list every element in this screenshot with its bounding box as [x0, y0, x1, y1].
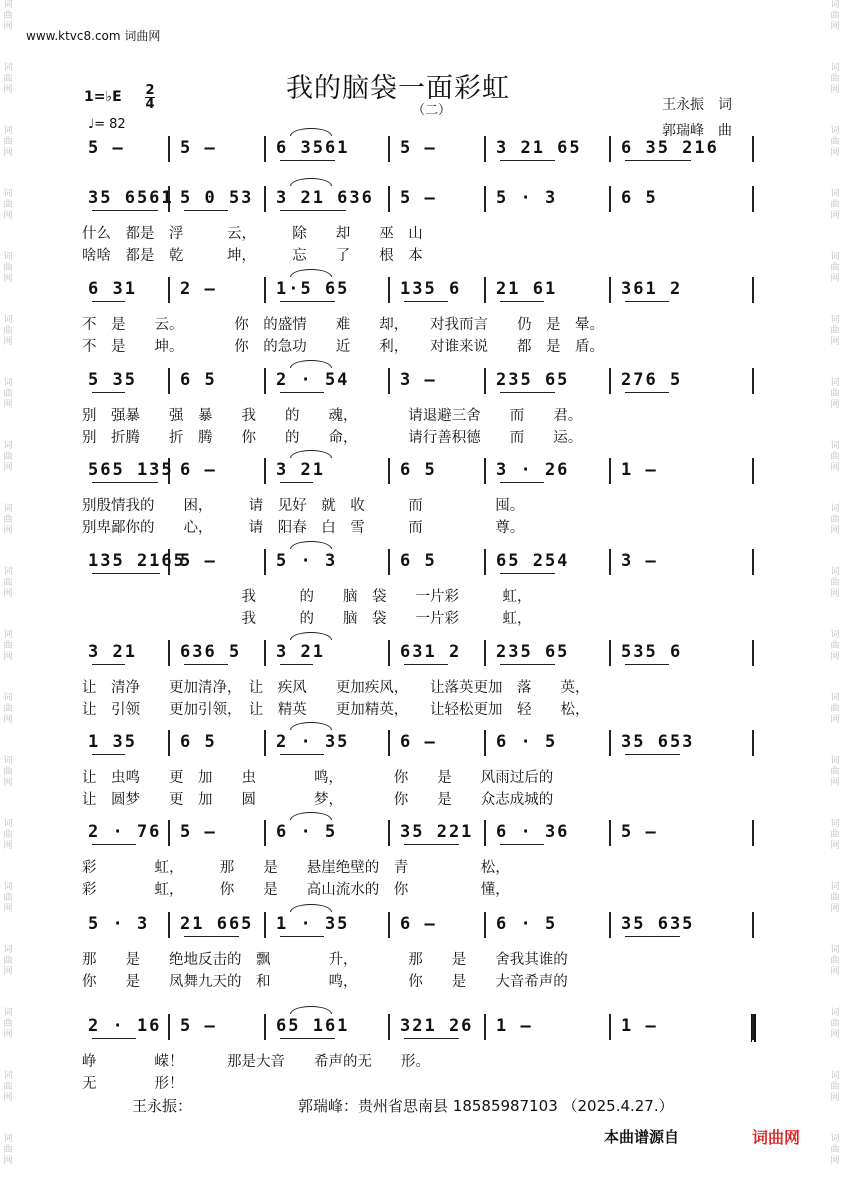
beam-line — [92, 210, 158, 211]
watermark-glyph: 词 曲 网 — [830, 1071, 840, 1103]
barline — [752, 549, 754, 575]
barline — [609, 277, 611, 303]
lyricist-credit: 王永振 词 — [662, 97, 732, 113]
measure-notes: 35 653 — [621, 732, 695, 752]
barline — [484, 912, 486, 938]
lyric-line: 峥 嵘！ 那是大音 希声的无 形。 — [82, 1054, 430, 1070]
beam-line — [500, 664, 555, 665]
watermark-glyph: 词 曲 网 — [3, 1071, 13, 1103]
measure-notes: 1 – — [496, 1016, 533, 1036]
watermark-glyph: 词 曲 网 — [830, 756, 840, 788]
watermark-glyph: 词 曲 网 — [830, 504, 840, 536]
measure-notes: 3 21 65 — [496, 138, 582, 158]
beam-line — [184, 664, 228, 665]
notes-row — [82, 368, 758, 396]
measure-notes: 631 2 — [400, 642, 462, 662]
notes-row — [82, 549, 758, 577]
watermark-glyph: 词 曲 网 — [830, 378, 840, 410]
beam-line — [500, 482, 544, 483]
beam-line — [92, 844, 136, 845]
barline — [264, 912, 266, 938]
measure-notes: 235 65 — [496, 370, 570, 390]
watermark-glyph: 词 曲 网 — [3, 567, 13, 599]
lyric-line: 别卑鄙你的 心， 请 阳春 白 雪 而 尊。 — [82, 520, 525, 536]
watermark-glyph: 词 曲 网 — [830, 441, 840, 473]
beam-line — [184, 210, 228, 211]
beam-line — [280, 301, 335, 302]
watermark-glyph: 词 曲 网 — [830, 1134, 840, 1166]
measure-notes: 5 · 3 — [88, 914, 150, 934]
barline — [264, 368, 266, 394]
barline — [484, 640, 486, 666]
barline — [388, 136, 390, 162]
beam-line — [280, 160, 335, 161]
tie-arc — [290, 128, 332, 136]
measure-notes: 1 – — [621, 460, 658, 480]
barline — [609, 368, 611, 394]
watermark-glyph: 词 曲 网 — [830, 315, 840, 347]
barline — [609, 730, 611, 756]
lyric-line: 不 是 坤。 你 的急功 近 利， 对谁来说 都 是 盾。 — [82, 339, 604, 355]
watermark-glyph: 词 曲 网 — [830, 189, 840, 221]
measure-notes: 2 · 76 — [88, 822, 162, 842]
measure-notes: 65 161 — [276, 1016, 350, 1036]
barline — [264, 640, 266, 666]
watermark-glyph: 词 曲 网 — [3, 441, 13, 473]
barline — [388, 820, 390, 846]
footer-lyricist: 王永振： — [132, 1097, 193, 1115]
barline — [264, 277, 266, 303]
brand-link[interactable]: 词曲网 — [752, 1128, 801, 1147]
barline — [264, 820, 266, 846]
watermark-glyph: 词 曲 网 — [3, 882, 13, 914]
barline — [484, 458, 486, 484]
measure-notes: 2 · 54 — [276, 370, 350, 390]
barline — [609, 136, 611, 162]
beam-line — [280, 392, 324, 393]
measure-notes: 361 2 — [621, 279, 683, 299]
barline — [264, 136, 266, 162]
measure-notes: 6 31 — [88, 279, 137, 299]
barline — [168, 136, 170, 162]
watermark-glyph: 词 曲 网 — [3, 630, 13, 662]
tie-arc — [290, 722, 332, 730]
notes-row — [82, 912, 758, 940]
measure-notes: 5 · 3 — [276, 551, 338, 571]
lyric-line: 让 虫鸣 更 加 虫 鸣， 你 是 风雨过后的 — [82, 770, 554, 786]
measure-notes: 5 · 3 — [496, 188, 558, 208]
lyric-line: 我 的 脑 袋 一片彩 虹， — [82, 611, 532, 627]
beam-line — [500, 844, 544, 845]
beam-line — [280, 210, 346, 211]
beam-line — [500, 301, 544, 302]
lyric-line: 让 引领 更加引领， 让 精英 更加精英， 让轻松更加 轻 松， — [82, 702, 590, 718]
barline — [388, 277, 390, 303]
measure-notes: 1·5 65 — [276, 279, 350, 299]
beam-line — [625, 392, 669, 393]
footer-composer: 郭瑞峰：贵州省思南县 18585987103 （2025.4.27.） — [298, 1097, 674, 1115]
barline — [752, 820, 754, 846]
watermark-glyph: 词 曲 网 — [830, 126, 840, 158]
barline — [609, 912, 611, 938]
measure-notes: 6 35 216 — [621, 138, 719, 158]
lyric-line: 别 强暴 强 暴 我 的 魂， 请退避三舍 而 君。 — [82, 408, 583, 424]
barline — [388, 186, 390, 212]
measure-notes: 35 6561 — [88, 188, 174, 208]
barline — [484, 549, 486, 575]
measure-notes: 6 – — [180, 460, 217, 480]
notes-row — [82, 186, 758, 214]
watermark-glyph: 词 曲 网 — [830, 945, 840, 977]
time-top: 2 — [145, 83, 155, 98]
measure-notes: 5 – — [621, 822, 658, 842]
beam-line — [280, 936, 324, 937]
beam-line — [92, 664, 125, 665]
notes-row — [82, 1014, 758, 1042]
beam-line — [625, 301, 669, 302]
tie-arc — [290, 632, 332, 640]
barline — [609, 640, 611, 666]
measure-notes: 5 – — [180, 138, 217, 158]
beam-line — [500, 392, 555, 393]
barline — [388, 1014, 390, 1040]
barline — [388, 458, 390, 484]
notes-row — [82, 277, 758, 305]
lyric-line: 别殷情我的 困， 请 见好 就 收 而 囤。 — [82, 498, 525, 514]
barline — [388, 730, 390, 756]
notes-row — [82, 820, 758, 848]
tie-arc — [290, 1006, 332, 1014]
measure-notes: 1 · 35 — [276, 914, 350, 934]
watermark-glyph: 词 曲 网 — [3, 819, 13, 851]
watermark-glyph: 词 曲 网 — [3, 378, 13, 410]
watermark-glyph: 词 曲 网 — [3, 693, 13, 725]
measure-notes: 65 254 — [496, 551, 570, 571]
measure-notes: 6 5 — [180, 732, 217, 752]
measure-notes: 3 21 — [276, 642, 325, 662]
watermark-glyph: 词 曲 网 — [3, 1134, 13, 1166]
notes-row — [82, 136, 758, 164]
measure-notes: 565 135 — [88, 460, 174, 480]
measure-notes: 6 · 5 — [496, 732, 558, 752]
barline — [264, 458, 266, 484]
barline — [484, 277, 486, 303]
beam-line — [625, 160, 691, 161]
song-subtitle: （二） — [412, 103, 452, 118]
lyric-line: 什么 都是 浮 云， 除 却 巫 山 — [82, 226, 423, 242]
watermark-glyph: 词 曲 网 — [3, 756, 13, 788]
watermark-glyph: 词 曲 网 — [3, 1008, 13, 1040]
watermark-glyph: 词 曲 网 — [3, 63, 13, 95]
lyric-line: 你 是 凤舞九天的 和 鸣， 你 是 大音希声的 — [82, 974, 568, 990]
barline — [264, 1014, 266, 1040]
beam-line — [280, 754, 324, 755]
measure-notes: 6 · 5 — [276, 822, 338, 842]
barline — [168, 820, 170, 846]
barline — [752, 186, 754, 212]
measure-notes: 135 6 — [400, 279, 462, 299]
beam-line — [625, 754, 680, 755]
watermark-glyph: 词 曲 网 — [830, 819, 840, 851]
measure-notes: 2 – — [180, 279, 217, 299]
beam-line — [280, 482, 313, 483]
watermark-glyph: 词 曲 网 — [830, 252, 840, 284]
measure-notes: 2 · 35 — [276, 732, 350, 752]
lyric-line: 啥啥 都是 乾 坤， 忘 了 根 本 — [82, 248, 423, 264]
measure-notes: 1 35 — [88, 732, 137, 752]
watermark-glyph: 词 曲 网 — [830, 693, 840, 725]
barline — [752, 730, 754, 756]
watermark-glyph: 词 曲 网 — [830, 1008, 840, 1040]
key-signature: 1=♭E — [84, 89, 122, 105]
tie-arc — [290, 178, 332, 186]
beam-line — [92, 482, 158, 483]
watermark-glyph: 词 曲 网 — [3, 252, 13, 284]
measure-notes: 3 · 26 — [496, 460, 570, 480]
beam-line — [92, 392, 125, 393]
measure-notes: 3 21 636 — [276, 188, 374, 208]
lyric-line: 那 是 绝地反击的 飘 升， 那 是 舍我其谁的 — [82, 952, 568, 968]
measure-notes: 5 – — [180, 822, 217, 842]
lyric-line: 别 折腾 折 腾 你 的 命， 请行善积德 而 运。 — [82, 430, 583, 446]
barline — [752, 277, 754, 303]
beam-line — [280, 1038, 335, 1039]
tie-arc — [290, 450, 332, 458]
measure-notes: 5 – — [180, 551, 217, 571]
beam-line — [404, 301, 448, 302]
beam-line — [92, 301, 125, 302]
barline — [484, 730, 486, 756]
final-barline — [751, 1014, 756, 1042]
barline — [609, 458, 611, 484]
barline — [752, 640, 754, 666]
beam-line — [404, 844, 459, 845]
beam-line — [404, 1038, 459, 1039]
barline — [752, 368, 754, 394]
beam-line — [92, 573, 160, 574]
measure-notes: 5 – — [88, 138, 125, 158]
watermark-glyph: 词 曲 网 — [3, 315, 13, 347]
measure-notes: 3 21 — [276, 460, 325, 480]
barline — [168, 277, 170, 303]
beam-line — [280, 664, 313, 665]
barline — [484, 1014, 486, 1040]
barline — [752, 458, 754, 484]
site-url[interactable]: www.ktvc8.com 词曲网 — [26, 29, 161, 43]
barline — [388, 368, 390, 394]
barline — [168, 1014, 170, 1040]
watermark-glyph: 词 曲 网 — [830, 567, 840, 599]
barline — [168, 730, 170, 756]
lyric-line: 无 形！ — [82, 1076, 184, 1092]
barline — [388, 912, 390, 938]
notes-row — [82, 458, 758, 486]
watermark-glyph: 词 曲 网 — [830, 882, 840, 914]
watermark-glyph: 词 曲 网 — [830, 630, 840, 662]
measure-notes: 321 26 — [400, 1016, 474, 1036]
measure-notes: 3 – — [400, 370, 437, 390]
left-watermark — [0, 0, 16, 1197]
watermark-glyph: 词 曲 网 — [3, 126, 13, 158]
barline — [752, 136, 754, 162]
lyric-line: 彩 虹， 你 是 高山流水的 你 懂， — [82, 882, 510, 898]
barline — [609, 1014, 611, 1040]
barline — [752, 912, 754, 938]
beam-line — [625, 664, 669, 665]
barline — [484, 136, 486, 162]
measure-notes: 636 5 — [180, 642, 242, 662]
barline — [264, 186, 266, 212]
measure-notes: 5 – — [400, 188, 437, 208]
tie-arc — [290, 812, 332, 820]
barline — [264, 730, 266, 756]
measure-notes: 6 · 36 — [496, 822, 570, 842]
measure-notes: 5 35 — [88, 370, 137, 390]
measure-notes: 21 61 — [496, 279, 558, 299]
measure-notes: 21 665 — [180, 914, 254, 934]
tie-arc — [290, 269, 332, 277]
barline — [609, 549, 611, 575]
measure-notes: 1 – — [621, 1016, 658, 1036]
lyric-line: 不 是 云。 你 的盛情 难 却， 对我而言 仍 是 晕。 — [82, 317, 604, 333]
measure-notes: 6 5 — [400, 460, 437, 480]
tie-arc — [290, 541, 332, 549]
watermark-glyph: 词 曲 网 — [3, 0, 13, 32]
lyric-line: 彩 虹， 那 是 悬崖绝壁的 青 松， — [82, 860, 510, 876]
lyric-line: 让 圆梦 更 加 圆 梦， 你 是 众志成城的 — [82, 792, 554, 808]
time-bottom: 4 — [145, 97, 155, 112]
beam-line — [92, 1038, 136, 1039]
notes-row — [82, 640, 758, 668]
barline — [168, 640, 170, 666]
measure-notes: 6 5 — [621, 188, 658, 208]
measure-notes: 6 3561 — [276, 138, 350, 158]
barline — [388, 640, 390, 666]
measure-notes: 235 65 — [496, 642, 570, 662]
measure-notes: 35 221 — [400, 822, 474, 842]
source-label: 本曲谱源自 — [604, 1128, 680, 1146]
measure-notes: 535 6 — [621, 642, 683, 662]
beam-line — [625, 936, 680, 937]
barline — [264, 549, 266, 575]
measure-notes: 276 5 — [621, 370, 683, 390]
tempo-mark: ♩= 82 — [88, 117, 126, 132]
barline — [484, 368, 486, 394]
time-signature — [145, 84, 155, 111]
measure-notes: 3 – — [621, 551, 658, 571]
measure-notes: 6 5 — [400, 551, 437, 571]
right-watermark — [827, 0, 843, 1197]
measure-notes: 35 635 — [621, 914, 695, 934]
barline — [168, 912, 170, 938]
tie-arc — [290, 360, 332, 368]
notes-row — [82, 730, 758, 758]
measure-notes: 6 5 — [180, 370, 217, 390]
barline — [609, 186, 611, 212]
composer-credit: 郭瑞峰 曲 — [662, 123, 732, 139]
measure-notes: 6 – — [400, 732, 437, 752]
barline — [484, 186, 486, 212]
measure-notes: 5 – — [400, 138, 437, 158]
beam-line — [184, 936, 239, 937]
beam-line — [404, 664, 448, 665]
measure-notes: 3 21 — [88, 642, 137, 662]
watermark-glyph: 词 曲 网 — [3, 945, 13, 977]
beam-line — [500, 160, 555, 161]
beam-line — [92, 754, 125, 755]
watermark-glyph: 词 曲 网 — [3, 189, 13, 221]
barline — [168, 368, 170, 394]
measure-notes: 135 2165 — [88, 551, 186, 571]
measure-notes: 6 · 5 — [496, 914, 558, 934]
watermark-glyph: 词 曲 网 — [830, 0, 840, 32]
watermark-glyph: 词 曲 网 — [830, 63, 840, 95]
measure-notes: 5 – — [180, 1016, 217, 1036]
lyric-line: 我 的 脑 袋 一片彩 虹， — [82, 589, 532, 605]
measure-notes: 2 · 16 — [88, 1016, 162, 1036]
measure-notes: 6 – — [400, 914, 437, 934]
beam-line — [500, 573, 555, 574]
watermark-glyph: 词 曲 网 — [3, 504, 13, 536]
lyric-line: 让 清净 更加清净， 让 疾风 更加疾风， 让落英更加 落 英， — [82, 680, 590, 696]
barline — [484, 820, 486, 846]
barline — [609, 820, 611, 846]
barline — [388, 549, 390, 575]
tie-arc — [290, 904, 332, 912]
measure-notes: 5 0 53 — [180, 188, 254, 208]
song-title: 我的脑袋一面彩虹 — [286, 73, 510, 104]
